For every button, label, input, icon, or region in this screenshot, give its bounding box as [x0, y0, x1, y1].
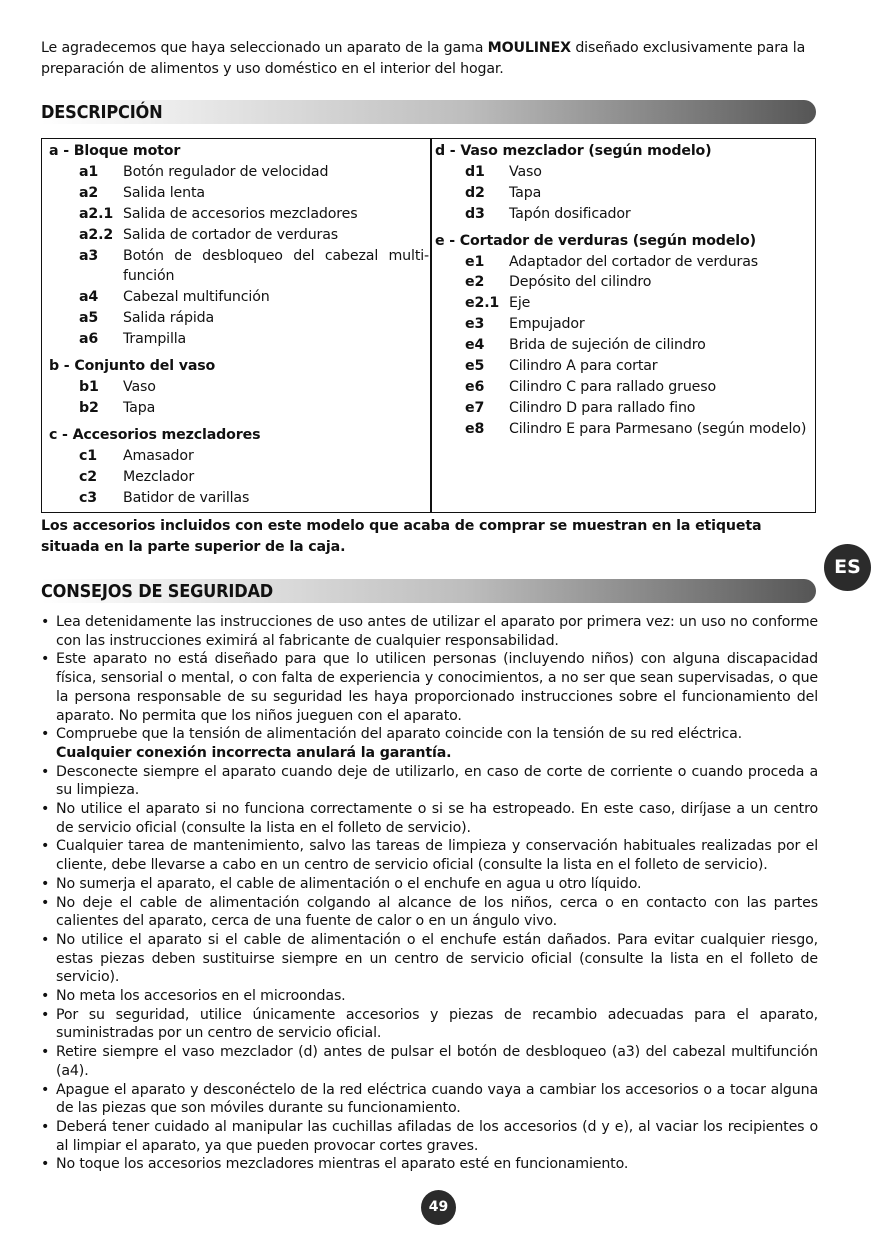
part-code: e4	[465, 337, 485, 354]
safety-text: No meta los accesorios en el microondas.	[56, 988, 346, 1005]
part-item	[435, 419, 813, 440]
part-code: c1	[79, 447, 97, 464]
bullet-icon: •	[41, 726, 50, 743]
safety-text: Apague el aparato y desconéctelo de la red eléctrica cuando vaya a cambiar los accesorios o a tocar alguna de las piezas que son móviles durante su funcionamiento.	[56, 1081, 818, 1117]
safety-item	[41, 725, 818, 762]
safety-item	[41, 1155, 818, 1174]
part-item	[49, 287, 429, 308]
page-number: 49	[421, 1190, 456, 1225]
bullet-icon: •	[41, 1044, 50, 1061]
bullet-icon: •	[41, 1081, 50, 1098]
safety-item	[41, 1118, 818, 1155]
safety-item	[41, 763, 818, 800]
safety-text: Lea detenidamente las instrucciones de uso antes de utilizar el aparato por primera vez: un uso no conforme con las instrucciones eximirá al fabricante de cualquier responsabilidad.	[56, 614, 818, 649]
part-label: Tapa	[509, 184, 542, 201]
part-item	[49, 183, 429, 204]
part-label: Vaso	[123, 378, 156, 395]
description-heading: DESCRIPCIÓN	[41, 102, 163, 123]
bullet-icon: •	[41, 614, 50, 630]
part-label: Salida de cortador de verduras	[123, 226, 339, 243]
part-label: Trampilla	[123, 331, 187, 348]
part-item	[49, 488, 429, 509]
safety-item	[41, 1081, 818, 1118]
part-code: a2.2	[79, 226, 114, 243]
part-label: Salida rápida	[123, 310, 215, 327]
part-label: Cabezal multifunción	[123, 289, 270, 306]
bullet-icon: •	[41, 651, 50, 668]
part-item	[435, 398, 813, 419]
part-code: a3	[79, 247, 99, 264]
part-item	[435, 293, 813, 314]
part-code: e3	[465, 316, 485, 333]
safety-item	[41, 931, 818, 987]
part-code: e5	[465, 358, 485, 375]
safety-item	[41, 800, 818, 837]
bullet-icon: •	[41, 894, 50, 911]
part-label: Empujador	[509, 316, 585, 333]
part-item	[49, 329, 429, 350]
safety-item	[41, 650, 818, 725]
part-code: c2	[79, 468, 97, 485]
safety-text: Por su seguridad, utilice únicamente accesorios y piezas de recambio adecuadas para el aparato, suministradas por un centro de servicio oficial.	[56, 1006, 818, 1042]
safety-item	[41, 613, 818, 650]
part-label: Botón de desbloqueo del cabezal multi-función	[123, 247, 429, 285]
part-label: Mezclador	[123, 468, 195, 485]
part-code: e8	[465, 420, 485, 437]
part-code: e2.1	[465, 295, 500, 312]
part-code: b1	[79, 378, 99, 395]
safety-list	[41, 613, 818, 1174]
part-item	[435, 272, 813, 293]
part-item	[49, 225, 429, 246]
description-group	[435, 141, 813, 225]
part-code: b2	[79, 399, 99, 416]
safety-warning: Cualquier conexión incorrecta anulará la garantía.	[56, 744, 452, 761]
safety-text: No toque los accesorios mezcladores mientras el aparato esté en funcionamiento.	[56, 1156, 629, 1173]
part-label: Batidor de varillas	[123, 489, 250, 506]
part-code: e1	[465, 253, 485, 270]
safety-text: Cualquier tarea de mantenimiento, salvo las tareas de limpieza y conservación habituales realizadas por el cliente, debe llevarse a cabo en un centro de servicio oficial (consulte la lista en el folleto de servicio).	[56, 838, 818, 874]
group-title: c - Accesorios mezcladores	[49, 426, 261, 443]
part-code: d1	[465, 163, 485, 180]
part-code: e7	[465, 399, 485, 416]
part-code: a5	[79, 310, 99, 327]
part-item	[435, 314, 813, 335]
part-label: Brida de sujeción de cilindro	[509, 337, 706, 354]
part-item	[49, 398, 429, 419]
part-label: Tapón dosificador	[509, 205, 631, 222]
safety-text: No utilice el aparato si no funciona correctamente o si se ha estropeado. En este caso, diríjase a un centro de servicio oficial (consulte la lista en el folleto de servicio).	[56, 801, 818, 836]
bullet-icon: •	[41, 988, 50, 1005]
accessories-note: Los accesorios incluidos con este modelo que acaba de comprar se muestran en la etiqueta situada en la parte superior de la caja.	[41, 518, 762, 555]
part-item	[49, 377, 429, 398]
part-code: e2	[465, 274, 485, 291]
intro-paragraph	[41, 38, 819, 79]
part-code: a2	[79, 184, 99, 201]
part-label: Adaptador del cortador de verduras	[509, 253, 759, 270]
part-item	[435, 162, 813, 183]
part-code: a6	[79, 331, 99, 348]
bullet-icon: •	[41, 1006, 50, 1023]
language-badge: ES	[824, 544, 871, 591]
bullet-icon: •	[41, 1156, 50, 1173]
part-item	[49, 308, 429, 329]
bullet-icon: •	[41, 838, 50, 855]
description-right-column	[435, 141, 813, 446]
group-title: d - Vaso mezclador (según modelo)	[435, 143, 712, 159]
safety-text: Deberá tener cuidado al manipular las cuchillas afiladas de los accesorios (d y e), al vaciar los recipientes o al limpiar el aparato, ya que pueden provocar cortes graves.	[56, 1118, 818, 1154]
part-item	[435, 335, 813, 356]
part-code: d2	[465, 184, 485, 201]
safety-heading: CONSEJOS DE SEGURIDAD	[41, 581, 274, 602]
safety-text: No utilice el aparato si el cable de alimentación o el enchufe están dañados. Para evitar cualquier riesgo, estas piezas deben sustituirse siempre en un centro de servicio oficial (consulte la lista en el folleto de servicio).	[56, 931, 818, 986]
safety-header-bar	[41, 579, 816, 603]
intro-text-before: Le agradecemos que haya seleccionado un aparato de la gama	[41, 40, 488, 56]
bullet-icon: •	[41, 1118, 50, 1135]
part-label: Tapa	[123, 399, 156, 416]
group-title: b - Conjunto del vaso	[49, 358, 216, 375]
part-label: Cilindro C para rallado grueso	[509, 378, 717, 395]
part-code: a2.1	[79, 205, 114, 222]
safety-text: Compruebe que la tensión de alimentación del aparato coincide con la tensión de su red eléctrica.	[56, 726, 743, 743]
description-header-bar	[41, 100, 816, 124]
part-item	[49, 446, 429, 467]
description-table	[41, 138, 816, 513]
safety-item	[41, 987, 818, 1006]
table-divider	[430, 139, 432, 512]
part-code: e6	[465, 378, 485, 395]
bullet-icon: •	[41, 931, 50, 948]
part-item	[49, 467, 429, 488]
part-item	[435, 252, 813, 273]
part-code: a1	[79, 163, 99, 180]
part-item	[49, 204, 429, 225]
safety-text: No deje el cable de alimentación colgando al alcance de los niños, cerca o en contacto con las partes calientes del aparato, cerca de una fuente de calor o en un ángulo vivo.	[56, 894, 818, 930]
safety-text: Desconecte siempre el aparato cuando deje de utilizarlo, en caso de corte de corriente o cuando proceda a su limpieza.	[56, 763, 818, 799]
part-code: d3	[465, 205, 485, 222]
description-left-column	[49, 141, 429, 514]
safety-item	[41, 1006, 818, 1043]
part-item	[49, 162, 429, 183]
description-group	[49, 141, 429, 350]
description-group	[49, 425, 429, 509]
part-label: Botón regulador de velocidad	[123, 163, 329, 180]
part-item	[49, 246, 429, 288]
safety-item	[41, 894, 818, 931]
part-label: Salida lenta	[123, 184, 205, 201]
part-label: Depósito del cilindro	[509, 274, 652, 291]
safety-item	[41, 875, 818, 894]
brand-name: MOULINEX	[487, 40, 571, 56]
part-item	[435, 356, 813, 377]
intro-text-after: diseñado exclusivamente para la preparación de alimentos y uso doméstico en el interior del hogar.	[41, 40, 806, 77]
part-label: Vaso	[509, 163, 542, 180]
part-label: Salida de accesorios mezcladores	[123, 205, 358, 222]
part-item	[435, 377, 813, 398]
part-label: Cilindro E para Parmesano (según modelo)	[509, 420, 807, 437]
bullet-icon: •	[41, 801, 50, 818]
group-title: a - Bloque motor	[49, 143, 181, 159]
description-group	[435, 231, 813, 440]
part-label: Eje	[509, 295, 531, 312]
part-code: c3	[79, 489, 97, 506]
part-label: Amasador	[123, 447, 194, 464]
part-label: Cilindro A para cortar	[509, 358, 658, 375]
description-group	[49, 356, 429, 419]
part-code: a4	[79, 289, 99, 306]
bullet-icon: •	[41, 875, 50, 892]
safety-text: Este aparato no está diseñado para que lo utilicen personas (incluyendo niños) con alguna discapacidad física, sensorial o mental, o con falta de experiencia y conocimientos, a no ser que sean supervisadas, o que la persona responsable de su seguridad les haya proporcionado instrucciones sobre el funcionamiento del aparato. No permita que los niños jueguen con el aparato.	[56, 651, 818, 724]
safety-text: No sumerja el aparato, el cable de alimentación o el enchufe en agua u otro líquido.	[56, 875, 642, 892]
part-item	[435, 204, 813, 225]
safety-item	[41, 837, 818, 874]
group-title: e - Cortador de verduras (según modelo)	[435, 232, 756, 249]
safety-item	[41, 1043, 818, 1080]
part-item	[435, 183, 813, 204]
safety-text: Retire siempre el vaso mezclador (d) antes de pulsar el botón de desbloqueo (a3) del cabezal multifunción (a4).	[56, 1044, 818, 1079]
part-label: Cilindro D para rallado fino	[509, 399, 696, 416]
bullet-icon: •	[41, 763, 50, 780]
